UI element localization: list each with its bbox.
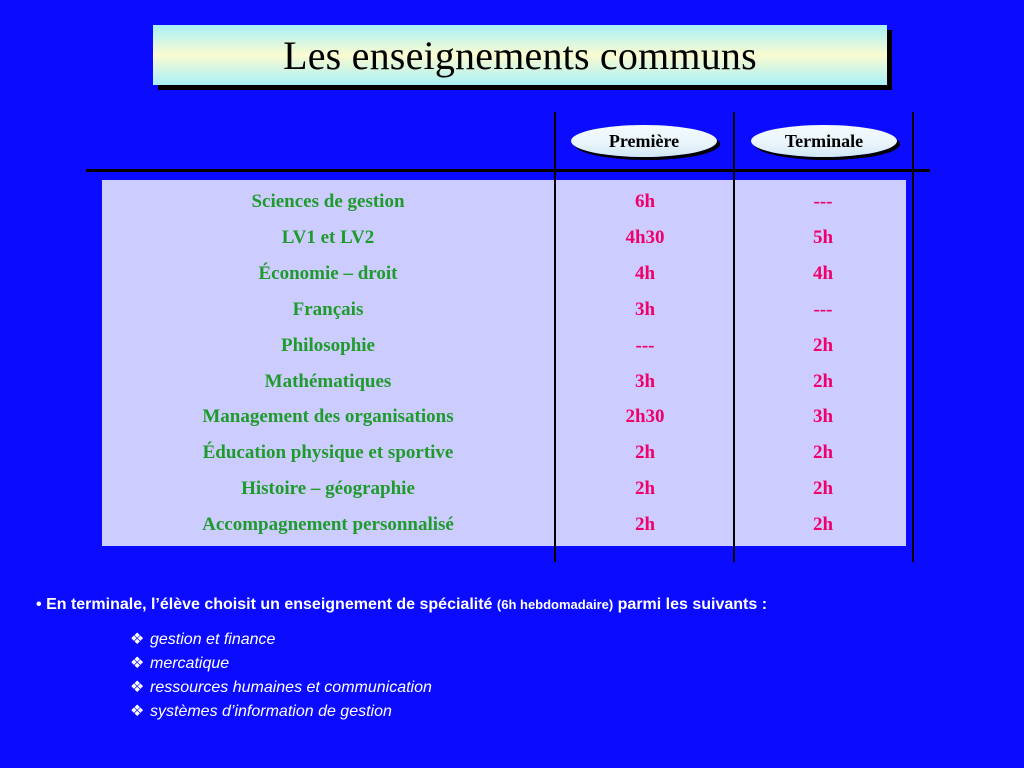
- specialty-label: ressources humaines et communication: [150, 679, 432, 696]
- subject-cell: Philosophie: [281, 335, 375, 356]
- table-row: [102, 328, 906, 364]
- subject-cell: Économie – droit: [258, 263, 398, 284]
- list-item: [130, 628, 432, 652]
- premiere-hours-cell: 3h: [634, 299, 656, 320]
- subject-cell: Accompagnement personnalisé: [202, 514, 454, 535]
- table-row: [102, 399, 906, 435]
- terminale-hours-cell: ---: [813, 191, 833, 212]
- premiere-hours-cell: 4h: [634, 263, 656, 284]
- note-bullet: •: [36, 596, 42, 613]
- terminale-hours-cell: ---: [813, 299, 833, 320]
- table-row: [102, 435, 906, 471]
- column-header-terminale: [751, 125, 897, 157]
- table-row: [102, 471, 906, 507]
- premiere-hours-cell: 2h30: [625, 406, 665, 427]
- page-title: Les enseignements communs: [283, 32, 757, 78]
- premiere-hours-cell: ---: [635, 335, 655, 356]
- list-item: [130, 652, 432, 676]
- subject-cell: Sciences de gestion: [251, 191, 405, 212]
- subject-cell: Mathématiques: [264, 371, 392, 392]
- list-item: [130, 700, 432, 724]
- premiere-hours-cell: 2h: [634, 514, 656, 535]
- specialty-note: [36, 596, 996, 614]
- diamond-bullet-icon: ❖: [130, 679, 145, 696]
- specialty-label: systèmes d’information de gestion: [150, 703, 392, 720]
- terminale-hours-cell: 2h: [812, 442, 834, 463]
- divider-terminale-right: [912, 112, 914, 562]
- table-row: [102, 184, 906, 220]
- premiere-hours-cell: 6h: [634, 191, 656, 212]
- column-header-terminale-label: Terminale: [784, 130, 864, 151]
- table-row: [102, 507, 906, 543]
- subject-cell: Français: [292, 299, 364, 320]
- premiere-hours-cell: 2h: [634, 442, 656, 463]
- terminale-hours-cell: 3h: [812, 406, 834, 427]
- note-end-text: parmi les suivants :: [617, 596, 768, 613]
- terminale-hours-cell: 4h: [812, 263, 834, 284]
- diamond-bullet-icon: ❖: [130, 703, 145, 720]
- diamond-bullet-icon: ❖: [130, 631, 145, 648]
- subject-cell: Management des organisations: [202, 406, 454, 427]
- table-row: [102, 220, 906, 256]
- title-banner: [153, 25, 887, 85]
- column-header-premiere-label: Première: [608, 130, 680, 151]
- subject-cell: Histoire – géographie: [241, 478, 415, 499]
- column-header-premiere: [571, 125, 717, 157]
- table-row: [102, 364, 906, 400]
- table-row: [102, 292, 906, 328]
- note-main-text: En terminale, l’élève choisit un enseignement de spécialité: [46, 596, 493, 613]
- premiere-hours-cell: 4h30: [625, 227, 665, 248]
- subject-cell: Éducation physique et sportive: [202, 442, 454, 463]
- diamond-bullet-icon: ❖: [130, 655, 145, 672]
- specialty-list: [130, 628, 432, 724]
- terminale-hours-cell: 2h: [812, 335, 834, 356]
- premiere-hours-cell: 3h: [634, 371, 656, 392]
- table-row: [102, 256, 906, 292]
- terminale-hours-cell: 2h: [812, 478, 834, 499]
- terminale-hours-cell: 5h: [812, 227, 834, 248]
- premiere-hours-cell: 2h: [634, 478, 656, 499]
- subject-cell: LV1 et LV2: [281, 227, 375, 248]
- header-rule: [86, 169, 930, 172]
- list-item: [130, 676, 432, 700]
- note-hours-text: (6h hebdomadaire): [496, 597, 614, 612]
- terminale-hours-cell: 2h: [812, 514, 834, 535]
- terminale-hours-cell: 2h: [812, 371, 834, 392]
- specialty-label: mercatique: [150, 655, 230, 672]
- specialty-label: gestion et finance: [150, 631, 276, 648]
